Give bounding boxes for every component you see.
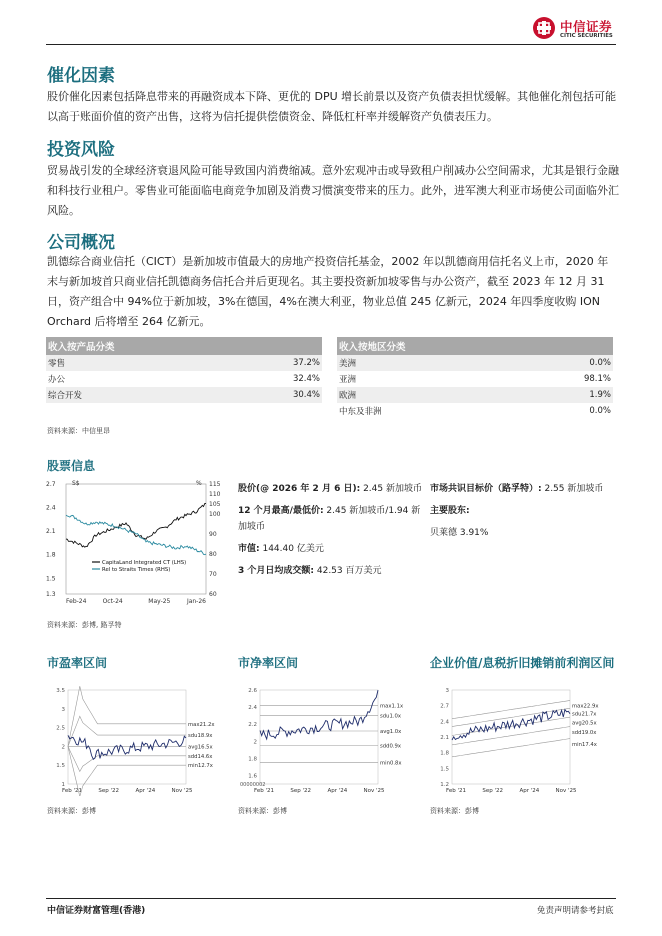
revenue-source: 资料来源：中信里昂: [47, 427, 110, 435]
logo-chinese: 中信证券: [560, 19, 613, 34]
y-tick-label: 2.1: [440, 735, 449, 741]
table-header: 收入按地区分类: [337, 337, 613, 355]
pb-band-heading: 市净率区间: [238, 656, 299, 670]
x-tick-label: Sep '22: [290, 788, 311, 794]
band-label: max22.9x: [572, 703, 599, 710]
x-tick-label: Feb '21: [254, 788, 274, 794]
band-label: max21.2x: [188, 721, 215, 728]
x-tick-label: Nov '25: [363, 788, 385, 794]
band-line: [68, 686, 186, 746]
y-tick-label: 2.4: [440, 719, 449, 726]
y-tick-label: 2.4: [248, 705, 257, 712]
band-label: avg1.0x: [380, 729, 402, 736]
band-label: max1.1x: [380, 703, 404, 710]
ev-band-chart: [430, 684, 615, 796]
band-label: sdu21.7x: [572, 711, 597, 718]
y2-tick-label: 105: [209, 501, 221, 508]
y2-tick-label: 115: [209, 481, 221, 488]
pe-band-heading: 市盈率区间: [47, 656, 108, 670]
y2-tick-label: 70: [209, 571, 217, 578]
y-tick-label: 3: [61, 706, 65, 713]
adv-item: 3 个月日均成交额: 42.53 百万美元: [238, 566, 382, 576]
x-tick-label: Sep '22: [482, 788, 503, 794]
x-tick-label: Nov '25: [555, 788, 577, 794]
y-tick-label: 1.5: [440, 766, 449, 773]
table-row: 美洲 0.0%: [337, 355, 613, 371]
pe-source: 资料来源：彭博: [47, 807, 96, 815]
metric-line: [260, 690, 378, 739]
target-item: 市场共识目标价（路孚特）: 2.55 新加坡币: [430, 484, 604, 494]
y2-tick-label: 100: [209, 511, 221, 518]
series-line-2: [66, 515, 206, 555]
stock-info-col2: [430, 481, 620, 541]
y-tick-label: 1.8: [46, 551, 56, 559]
y-tick-label: 1.5: [56, 763, 65, 770]
y-tick-label: 2.1: [46, 528, 56, 536]
table-row: 零售 37.2%: [46, 355, 322, 371]
band-label: min17.4x: [572, 741, 597, 748]
range-item: 12 个月最高/最低价: 2.45 新加坡币/1.94 新加坡币: [238, 506, 421, 532]
x-tick-label: Jan-26: [186, 598, 206, 605]
band-label: min12.7x: [188, 763, 213, 770]
y-tick-label: 2.4: [46, 504, 56, 512]
right-unit: %: [196, 480, 202, 487]
footer-divider: [46, 898, 616, 899]
y-tick-label: 2.6: [248, 688, 257, 694]
band-line: [452, 700, 570, 718]
revenue-by-region-table: [337, 337, 613, 419]
band-line: [68, 746, 186, 771]
legend-label: CapitaLand Integrated CT (LHS): [102, 560, 187, 566]
corner-label: 00000002: [240, 782, 266, 788]
risks-text: 贸易战引发的全球经济衰退风险可能导致国内消费缩减。意外宏观冲击或导致租户削减办公空间需求，尤其是银行金融和科技行业租户。零售业可能面临电商竞争加剧及消费习惯演变带来的压力。此外，进军澳大利亚市场使公司面临外汇风险。: [47, 164, 619, 217]
table-row: 欧洲 1.9%: [337, 387, 613, 403]
x-tick-label: Sep '22: [98, 788, 119, 794]
band-line: [452, 739, 570, 757]
y-tick-label: 2: [61, 744, 65, 751]
x-tick-label: Feb '21: [62, 788, 82, 794]
footer-left: 中信证券财富管理(香港): [47, 906, 146, 916]
citic-logo-icon: [532, 16, 556, 40]
overview-text: 凯德综合商业信托（CICT）是新加坡市值最大的房地产投资信托基金，2002 年以凯德商用信托名义上市，2020 年末与新加坡首只商业信托凯德商务信托合并后更现名。其主要投资新加坡零售与办公资产，截至 2023 年 12 月 31 日，资产组合中 94%位于新加坡，3%在德国，4%在澳大利亚，物业总值 245 亿新元，2024 年四季度收购 ION Orchard 后将增至 264 亿新元。: [47, 255, 609, 328]
stock-info-col1: [238, 481, 423, 579]
table-row: 综合开发 30.4%: [46, 387, 322, 403]
catalysts-text: 股价催化因素包括降息带来的再融资成本下降、更优的 DPU 增长前景以及资产负债表担忧缓解。其他催化剂包括可能以高于账面价值的资产出售，这将为信托提供偿债资金、降低杠杆率并缓解资产负债表压力。: [47, 90, 617, 123]
y-tick-label: 2: [253, 739, 257, 746]
band-label: sdu1.0x: [380, 713, 402, 720]
mcap-item: 市值: 144.40 亿美元: [238, 544, 324, 554]
y-tick-label: 1.6: [248, 773, 257, 780]
y-tick-label: 2.7: [440, 703, 449, 710]
price-item: 股价(@ 2026 年 2 月 6 日): 2.45 新加坡币: [238, 484, 422, 494]
header-divider: [46, 44, 616, 45]
stock-info-heading: 股票信息: [47, 459, 96, 473]
plot-frame: [452, 690, 570, 784]
table-row: 办公 32.4%: [48, 374, 320, 385]
pe-band-chart: [46, 684, 231, 796]
band-label: sdu18.9x: [188, 733, 213, 740]
band-line: [68, 746, 186, 796]
plot-frame: [66, 484, 206, 594]
y-tick-label: 1.8: [248, 756, 257, 763]
y-tick-label: 2.5: [56, 725, 65, 732]
stock-source: 资料来源：彭博, 路孚特: [47, 621, 122, 629]
pb-source: 资料来源：彭博: [238, 807, 287, 815]
y-tick-label: 3.5: [56, 688, 65, 694]
y-tick-label: 1.2: [440, 782, 449, 788]
y-tick-label: 1: [61, 782, 65, 788]
x-tick-label: May-25: [148, 598, 171, 605]
y-tick-label: 1.3: [46, 591, 56, 598]
table-row: [46, 403, 322, 419]
y2-tick-label: 90: [209, 531, 217, 538]
y-tick-label: 3: [445, 688, 449, 694]
x-tick-label: Feb '21: [446, 788, 466, 794]
band-label: sdd14.6x: [188, 753, 213, 760]
revenue-by-product-table: [46, 337, 322, 419]
band-label: avg20.5x: [572, 720, 597, 727]
y-tick-label: 1.8: [440, 750, 449, 757]
y-tick-label: 1.5: [46, 575, 56, 583]
y2-tick-label: 80: [209, 551, 217, 558]
series-line-1: [66, 504, 206, 548]
band-label: sdd19.0x: [572, 729, 597, 736]
table-row: 中东及非洲 0.0%: [339, 406, 611, 417]
ev-band-heading: 企业价值/息税折旧摊销前利润区间: [430, 656, 615, 670]
x-tick-label: Apr '24: [327, 788, 348, 794]
catalysts-heading: 催化因素: [47, 66, 115, 86]
risks-heading: 投资风险: [47, 140, 115, 160]
x-tick-label: Oct-24: [102, 598, 123, 605]
table-header: 收入按产品分类: [46, 337, 322, 355]
holder-value: 贝莱德 3.91%: [430, 528, 489, 538]
y-tick-label: 2.2: [248, 722, 257, 729]
x-tick-label: Apr '24: [135, 788, 156, 794]
band-label: avg16.5x: [188, 744, 213, 751]
band-label: min0.8x: [380, 760, 402, 767]
ev-source: 资料来源：彭博: [430, 807, 479, 815]
stock-price-chart: [44, 476, 230, 608]
legend-label: Rel to Straits Times (RHS): [102, 567, 171, 573]
table-row: 亚洲 98.1%: [339, 374, 611, 385]
pb-band-chart: [238, 684, 423, 796]
x-tick-label: Nov '25: [171, 788, 193, 794]
x-tick-label: Apr '24: [519, 788, 540, 794]
footer-right: 免责声明请参考封底: [537, 906, 614, 916]
y2-tick-label: 110: [209, 491, 221, 498]
band-label: sdd0.9x: [380, 743, 402, 750]
plot-frame: [260, 690, 378, 784]
logo-english: CITIC SECURITIES: [560, 33, 613, 39]
holder-label: 主要股东:: [430, 506, 470, 516]
x-tick-label: Feb-24: [66, 598, 87, 605]
y2-tick-label: 60: [209, 591, 217, 598]
brand-logo: [532, 14, 622, 44]
y-tick-label: 2.7: [46, 481, 56, 488]
overview-heading: 公司概况: [47, 233, 115, 253]
band-line: [452, 727, 570, 745]
left-unit: S$: [72, 480, 80, 487]
